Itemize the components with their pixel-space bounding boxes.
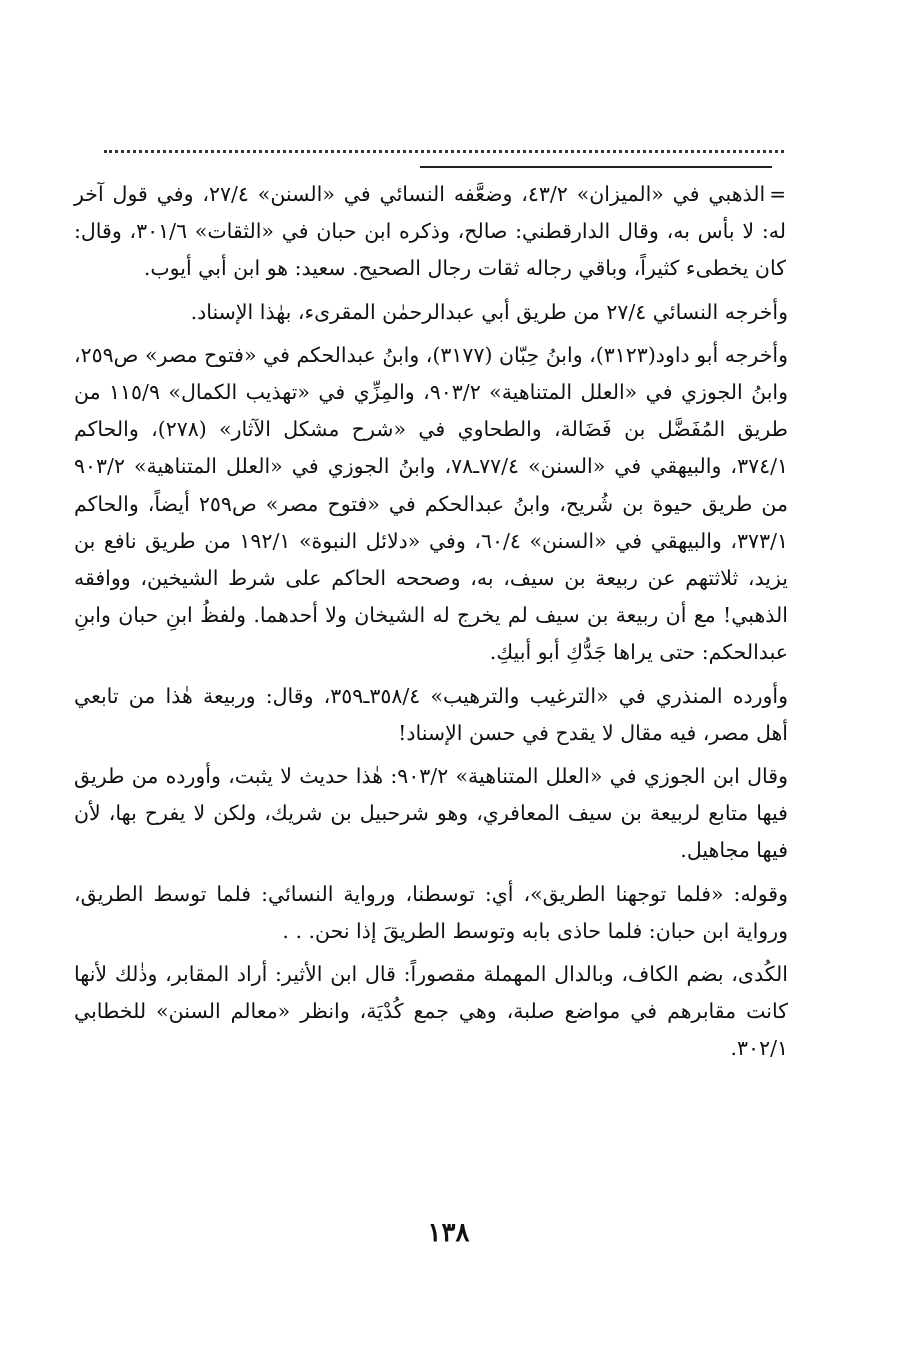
footnote-paragraph: وقوله: «فلما توجهنا الطريق»، أي: توسطنا، ورواية النسائي: فلما توسط الطريق، ورواية ابن حبان: فلما حاذى بابه وتوسط الطريقَ إذا نحن. . . (74, 881, 788, 943)
footnote-text: الذهبي في «الميزان» ٤٣/٢، وضعَّفه النسائي في «السنن» ٢٧/٤، وفي قول آخر له: لا بأس به، وقال الدارقطني: صالح، وذكره ابن حبان في «الثقات» ٣٠١/٦، وقال: كان يخطىء كثيراً، وباقي رجاله ثقات رجال الصحيح. سعيد: هو ابن أبي أيوب. (74, 182, 786, 281)
dotted-separator (104, 150, 784, 153)
footnote-paragraph: الكُدى، بضم الكاف، وبالدال المهملة مقصوراً: قال ابن الأثير: أراد المقابر، وذٰلك لأنها كانت مقابرهم في مواضع صلبة، وهي جمع كُدْيَة، وانظر «معالم السنن» للخطابي ٣٠٢/١. (74, 962, 788, 1061)
footnote-paragraph: وأورده المنذري في «الترغيب والترهيب» ٣٥٨/٤ـ٣٥٩، وقال: وربيعة هٰذا من تابعي أهل مصر، فيه مقال لا يقدح في حسن الإسناد! (74, 683, 788, 745)
footnote-paragraph: وأخرجه النسائي ٢٧/٤ من طريق أبي عبدالرحمٰن المقرىء، بهٰذا الإسناد. (190, 299, 788, 324)
footnote-paragraph: وأخرجه أبو داود(٣١٢٣)، وابنُ حِبّان (٣١٧٧)، وابنُ عبدالحكم في «فتوح مصر» ص٢٥٩، وابنُ الجوزي في «العلل المتناهية» ٩٠٣/٢، والمِزِّي في «تهذيب الكمال» ١١٥/٩ من طريق المُفَضَّل بن فَضَالة، والطحاوي في «شرح مشكل الآثار» (٢٧٨)، والحاكم ٣٧٤/١، والبيهقي في «السنن» ٧٧/٤ـ٧٨، وابنُ الجوزي في «العلل المتناهية» ٩٠٣/٢ من طريق حيوة بن شُريح، وابنُ عبدالحكم في «فتوح مصر» ص٢٥٩ أيضاً، والحاكم ٣٧٣/١، والبيهقي في «السنن» ٦٠/٤، وفي «دلائل النبوة» ١٩٢/١ من طريق نافع بن يزيد، ثلاثتهم عن ربيعة بن سيف، به، وصححه الحاكم على شرط الشيخين، ووافقه الذهبي! مع أن ربيعة بن سيف لم يخرج له الشيخان ولا أحدهما. ولفظُ ابنِ حبان وابنِ عبدالحكم: حتى يراها جَدُّكِ أبو أبيكِ. (74, 342, 789, 665)
footnotes-block (74, 176, 788, 1074)
page-number: ١٣٨ (427, 1218, 470, 1248)
footnote-paragraph: وقال ابن الجوزي في «العلل المتناهية» ٩٠٣/٢: هٰذا حديث لا يثبت، وأورده من طريق فيها متابع لربيعة بن سيف المعافري، وهو شرحبيل بن شريك، ولكن لا يفرح بها، لأن فيها مجاهيل. (74, 764, 788, 863)
footnote-paragraph (74, 176, 788, 288)
footnote-rule (420, 166, 772, 168)
continuation-mark: = (769, 182, 786, 206)
